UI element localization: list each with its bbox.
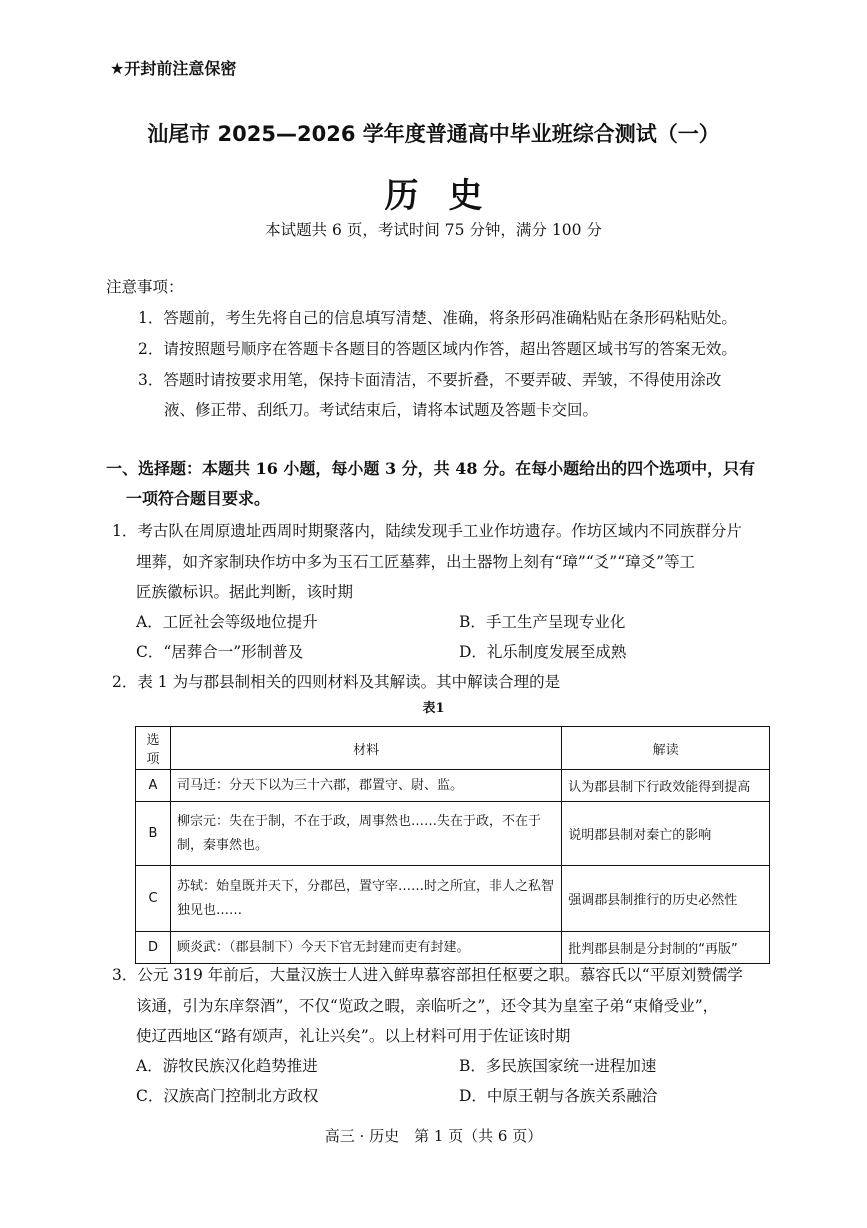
question-1-option-b[interactable]: B．手工生产呈现专业化 — [459, 613, 626, 631]
table-row — [136, 802, 770, 866]
row-material: 柳宗元：失在于制，不在于政，周事然也……失在于政，不在于制，秦事然也。 — [170, 802, 561, 866]
notice-item: 3．答题时请按要求用笔，保持卡面清洁，不要折叠，不要弄破、弄皱，不得使用涂改 — [138, 371, 722, 389]
table-caption: 表1 — [422, 701, 445, 716]
question-1-option-a[interactable]: A．工匠社会等级地位提升 — [136, 613, 318, 631]
exam-title: 汕尾市 2025—2026 学年度普通高中毕业班综合测试（一） — [147, 122, 720, 146]
row-reading: 强调郡县制推行的历史必然性 — [562, 866, 770, 932]
section-heading: 一、选择题：本题共 16 小题，每小题 3 分，共 48 分。在每小题给出的四个选项中，只有 — [106, 459, 756, 478]
materials-table — [135, 726, 770, 964]
page-footer: 高三 · 历史 第 1 页（共 6 页） — [324, 1127, 543, 1145]
row-option: D — [136, 932, 171, 964]
confidential-mark: ★开封前注意保密 — [110, 59, 237, 78]
header-reading: 解读 — [562, 727, 770, 770]
row-material: 顾炎武：（郡县制下）今天下官无封建而吏有封建。 — [170, 932, 561, 964]
question-1-option-d[interactable]: D．礼乐制度发展至成熟 — [459, 643, 627, 661]
question-3-stem: 该通，引为东庠祭酒”，不仅“览政之暇，亲临听之”，还令其为皇室子弟“束脩受业”， — [136, 997, 719, 1015]
question-3-option-a[interactable]: A．游牧民族汉化趋势推进 — [136, 1057, 318, 1075]
question-2-stem: 2．表 1 为与郡县制相关的四则材料及其解读。其中解读合理的是 — [112, 673, 561, 691]
row-reading: 认为郡县制下行政效能得到提高 — [562, 770, 770, 802]
question-1-stem: 埋葬，如齐家制玦作坊中多为玉石工匠墓葬，出土器物上刻有“璋”“爻”“璋爻”等工 — [136, 553, 696, 571]
header-material: 材料 — [170, 727, 561, 770]
exam-info: 本试题共 6 页，考试时间 75 分钟，满分 100 分 — [265, 221, 602, 239]
row-option: B — [136, 802, 171, 866]
notice-heading: 注意事项： — [106, 278, 184, 296]
question-3-stem: 3．公元 319 年前后，大量汉族士人进入鲜卑慕容部担任枢要之职。慕容氏以“平原刘赞儒学 — [112, 966, 743, 984]
table-header-row — [136, 727, 770, 770]
question-3-option-d[interactable]: D．中原王朝与各族关系融洽 — [459, 1087, 658, 1105]
row-option: C — [136, 866, 171, 932]
notice-item-continued: 液、修正带、刮纸刀。考试结束后，请将本试题及答题卡交回。 — [164, 401, 599, 419]
row-reading: 说明郡县制对秦亡的影响 — [562, 802, 770, 866]
question-1-stem: 匠族徽标识。据此判断，该时期 — [136, 583, 354, 601]
question-1-option-c[interactable]: C．“居葬合一”形制普及 — [136, 643, 304, 661]
table-row — [136, 866, 770, 932]
row-material: 司马迁：分天下以为三十六郡，郡置守、尉、监。 — [170, 770, 561, 802]
notice-item: 1．答题前，考生先将自己的信息填写清楚、准确，将条形码准确粘贴在条形码粘贴处。 — [138, 309, 737, 327]
section-heading-continued: 一项符合题目要求。 — [126, 489, 271, 508]
row-option: A — [136, 770, 171, 802]
question-3-option-c[interactable]: C．汉族高门控制北方政权 — [136, 1087, 319, 1105]
question-3-option-b[interactable]: B．多民族国家统一进程加速 — [459, 1057, 657, 1075]
header-option: 选项 — [136, 727, 171, 770]
notice-item: 2．请按照题号顺序在答题卡各题目的答题区域内作答，超出答题区域书写的答案无效。 — [138, 340, 737, 358]
row-material: 苏轼：始皇既并天下，分郡邑，置守宰……时之所宜，非人之私智独见也…… — [170, 866, 561, 932]
table-row — [136, 770, 770, 802]
subject-title: 历史 — [384, 176, 513, 216]
question-1-stem: 1．考古队在周原遗址西周时期聚落内，陆续发现手工业作坊遗存。作坊区域内不同族群分片 — [112, 522, 742, 540]
table-row — [136, 932, 770, 964]
row-reading: 批判郡县制是分封制的“再版” — [562, 932, 770, 964]
question-3-stem: 使辽西地区“路有颂声，礼让兴矣”。以上材料可用于佐证该时期 — [136, 1027, 571, 1045]
